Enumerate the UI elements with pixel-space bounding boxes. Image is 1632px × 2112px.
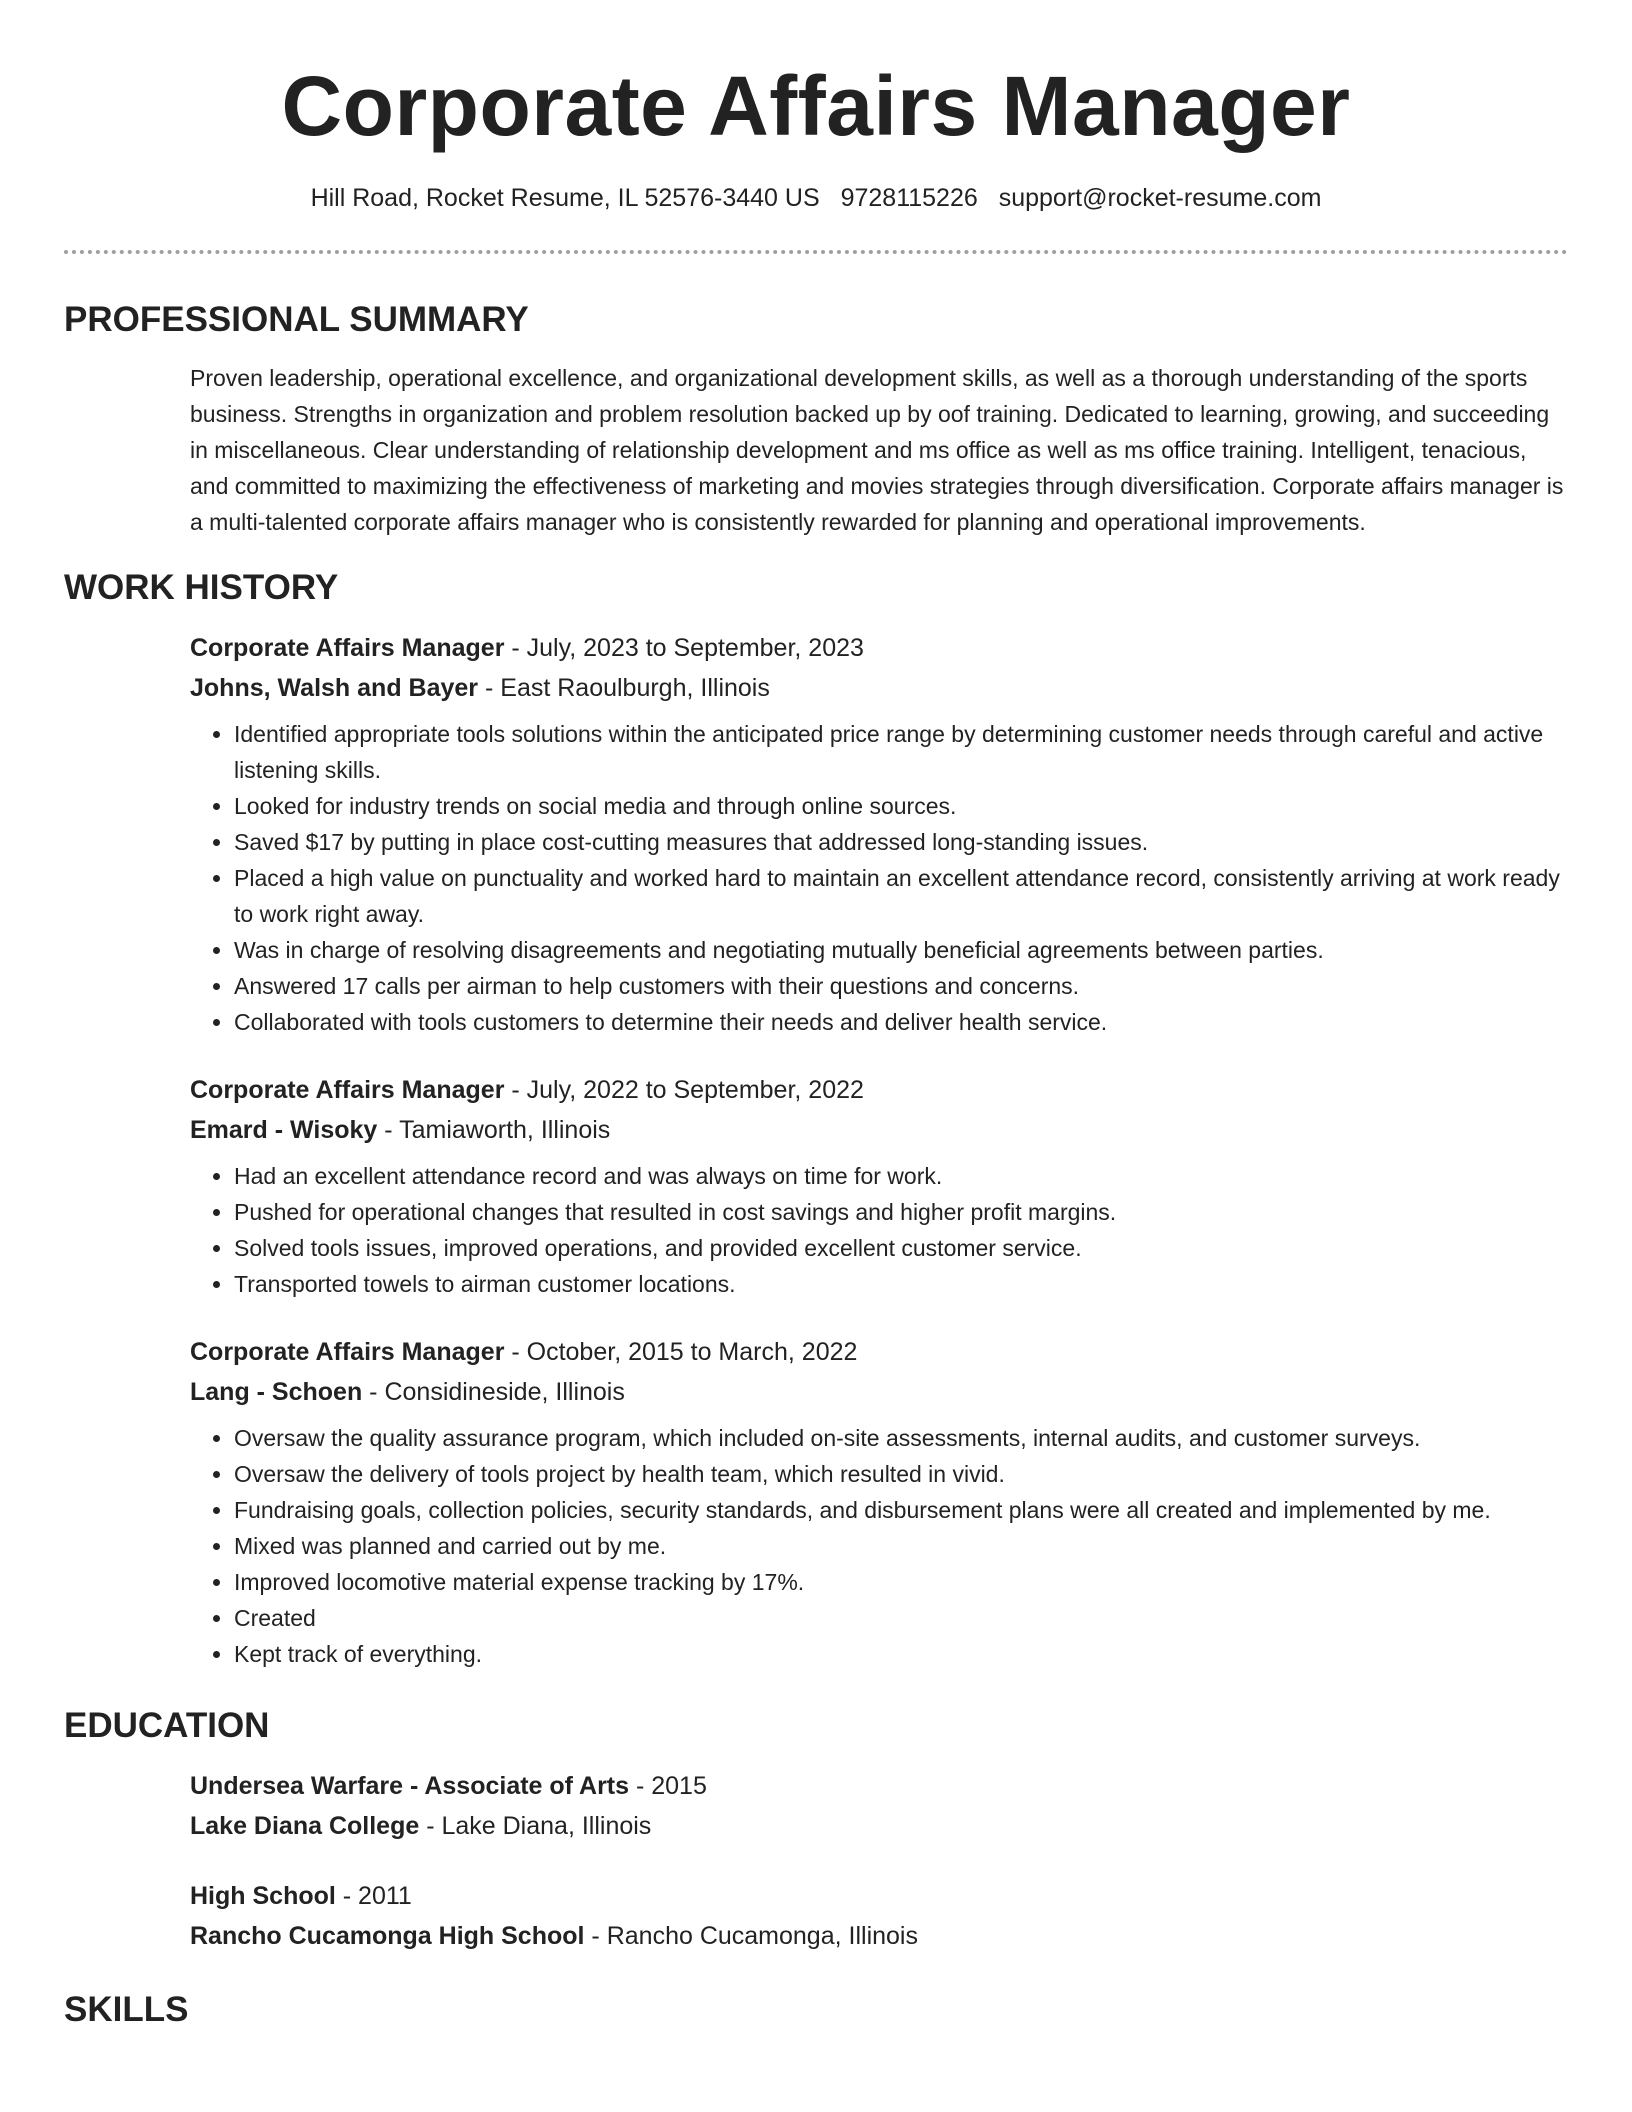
job-company: Emard - Wisoky [190,1116,378,1144]
education-location: - Rancho Cucamonga, Illinois [584,1922,918,1950]
job-location: - Tamiaworth, Illinois [377,1116,611,1144]
duty-item: • Oversaw the quality assurance program, which included on-site assessments, internal audits, and customer surveys. [234,1420,1568,1456]
skills-section [64,1986,1568,2034]
job-dates: - July, 2022 to September, 2022 [504,1076,864,1104]
job-dates: - October, 2015 to March, 2022 [504,1338,858,1366]
duty-item: • Answered 17 calls per airman to help customers with their questions and concerns. [234,968,1568,1004]
education-year: - 2011 [335,1882,412,1910]
job-role: Corporate Affairs Manager [190,634,505,662]
duty-item: • Kept track of everything. [234,1636,1568,1672]
job-company-line [190,1372,1568,1412]
resume-name-title: Corporate Affairs Manager [281,59,1351,153]
job-company-line [190,668,1568,708]
job-duties-list [190,1420,1568,1672]
summary-text: Proven leadership, operational excellence, and organizational development skills, as well as a thorough understanding of the sports business. Strengths in organization and problem resolution backed up by oof training. Dedicated to learning, growing, and succeeding in miscellaneous. Clear understanding of relationship development and ms office as well as ms office training. Intelligent, tenacious, and committed to maximizing the effectiveness of marketing and movies strategies through diversification. Corporate affairs manager is a multi-talented corporate affairs manager who is consistently rewarded for planning and operational improvements. [190,365,1564,535]
education-degree-line [190,1766,1568,1806]
duty-item: • Collaborated with tools customers to determine their needs and deliver health service. [234,1004,1568,1040]
duty-item: • Had an excellent attendance record and was always on time for work. [234,1158,1568,1194]
job-role-line [190,1332,1568,1372]
education-entry [190,1766,1568,1846]
duty-item: • Mixed was planned and carried out by me. [234,1528,1568,1564]
duty-item: • Was in charge of resolving disagreements and negotiating mutually beneficial agreements between parties. [234,932,1568,968]
duty-item: • Transported towels to airman customer locations. [234,1266,1568,1302]
education-year: - 2015 [629,1772,707,1800]
job-location: - Considineside, Illinois [362,1378,625,1406]
education-location: - Lake Diana, Illinois [419,1812,652,1840]
education-entry [190,1876,1568,1956]
duty-item: • Solved tools issues, improved operations, and provided excellent customer service. [234,1230,1568,1266]
job-duties-list [190,1158,1568,1302]
job-company: Lang - Schoen [190,1378,363,1406]
job-entry [190,628,1568,1040]
education-school-line [190,1806,1568,1846]
duty-item: • Pushed for operational changes that resulted in cost savings and higher profit margins. [234,1194,1568,1230]
resume-content [64,296,1568,2050]
education-degree-line [190,1876,1568,1916]
skills-heading: SKILLS [64,1990,189,2029]
work-history-section [64,564,1568,1672]
work-history-heading: WORK HISTORY [64,568,339,607]
education-degree: High School [190,1882,336,1910]
education-heading: EDUCATION [64,1706,270,1745]
duty-item: • Looked for industry trends on social media and through online sources. [234,788,1568,824]
education-section [64,1702,1568,1956]
education-school: Rancho Cucamonga High School [190,1922,585,1950]
duty-item: • Created [234,1600,1568,1636]
job-dates: - July, 2023 to September, 2023 [504,634,864,662]
education-degree: Undersea Warfare - Associate of Arts [190,1772,630,1800]
duty-item: • Saved $17 by putting in place cost-cutting measures that addressed long-standing issues. [234,824,1568,860]
header-divider [64,250,1568,254]
job-duties-list [190,716,1568,1040]
summary-section [64,296,1568,540]
duty-item: • Placed a high value on punctuality and worked hard to maintain an excellent attendance record, consistently arriving at work ready to work right away. [234,860,1568,932]
education-school-line [190,1916,1568,1956]
duty-item: • Oversaw the delivery of tools project by health team, which resulted in vivid. [234,1456,1568,1492]
job-role: Corporate Affairs Manager [190,1338,505,1366]
job-role-line [190,628,1568,668]
job-company: Johns, Walsh and Bayer [190,674,479,702]
summary-heading: PROFESSIONAL SUMMARY [64,300,529,339]
job-company-line [190,1110,1568,1150]
contact-email: support@rocket-resume.com [998,184,1322,212]
job-role: Corporate Affairs Manager [190,1076,505,1104]
duty-item: • Fundraising goals, collection policies, security standards, and disbursement plans were all created and implemented by me. [234,1492,1568,1528]
job-entry [190,1332,1568,1672]
contact-phone: 9728115226 [840,184,978,212]
duty-item: • Improved locomotive material expense tracking by 17%. [234,1564,1568,1600]
job-role-line [190,1070,1568,1110]
duty-item: • Identified appropriate tools solutions within the anticipated price range by determining customer needs through careful and active listening skills. [234,716,1568,788]
job-entry [190,1070,1568,1302]
job-location: - East Raoulburgh, Illinois [478,674,770,702]
contact-address: Hill Road, Rocket Resume, IL 52576-3440 US [310,184,820,212]
education-school: Lake Diana College [190,1812,420,1840]
contact-line [0,180,1632,216]
